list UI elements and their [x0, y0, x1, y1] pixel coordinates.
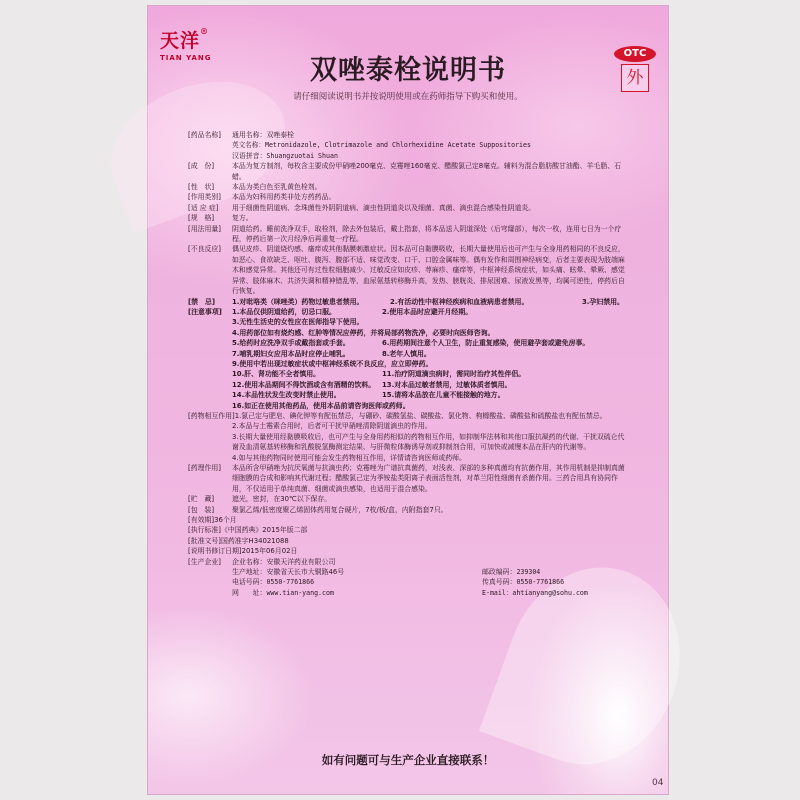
section-contraindications: [188, 297, 630, 307]
section-label: [作用类别]: [188, 193, 221, 202]
section-label: [有效期]: [188, 516, 215, 525]
precaution-item: 11.治疗阴道滴虫病时，需同时治疗其性伴侣。: [382, 370, 526, 379]
section-label: [不良反应]: [188, 245, 221, 254]
contact-footer: 如有问题可与生产企业直接联系！: [321, 753, 495, 767]
precaution-item: 1.本品仅供阴道给药，切忌口服。: [232, 307, 336, 316]
english-name: 英文名称：Metronidazole, Clotrimazole and Chlorhexidine Acetate Suppositories: [232, 141, 531, 150]
contra-item: 1.对吡咯类（咪唑类）药物过敏患者禁用。: [232, 297, 364, 306]
precaution-item: 9.使用中若出现过敏症状或中枢神经系统不良反应，应立即停药。: [232, 359, 433, 368]
precaution-item: 10.肝、肾功能不全者慎用。: [232, 370, 321, 379]
section-label: [用法用量]: [188, 224, 221, 233]
web-value: www.tian-yang.com: [266, 588, 334, 597]
precaution-item: 15.请将本品放在儿童不能接触的地方。: [382, 391, 505, 400]
section-text: 36个月: [214, 516, 237, 525]
web-label: 网 址：: [232, 588, 267, 597]
section-label: [规 格]: [188, 214, 215, 223]
section-validity: [188, 515, 630, 525]
leaflet-sheet: [148, 6, 668, 794]
section-character: [188, 182, 630, 192]
leaflet-content: [188, 130, 630, 598]
precaution-item: 16.如正在使用其他药品，使用本品前请咨询医师或药师。: [232, 401, 410, 410]
section-text: 本品为妇科用药类非处方药药品。: [232, 193, 336, 202]
precaution-item: 6.用药期间注意个人卫生，防止重复感染，使用避孕套或避免房事。: [382, 339, 590, 348]
brand-name: 天洋: [160, 30, 201, 52]
pinyin-name: Shuangzuotai Shuan: [266, 151, 338, 160]
section-label: [注意事项]: [188, 307, 222, 316]
section-label: [生产企业]: [188, 557, 221, 566]
section-usage: [188, 224, 630, 245]
document-subtitle: 请仔细阅读说明书并按说明使用或在药师指导下购买和使用。: [293, 92, 523, 102]
precaution-item: 12.使用本品期间不得饮酒或含有酒精的饮料。: [232, 380, 376, 389]
interaction-item: 4.如与其他药物同时使用可能会发生药物相互作用，详情请咨询医师或药师。: [232, 453, 466, 462]
section-text: 遮光，密封，在30℃以下保存。: [232, 495, 332, 504]
contra-item: 2.有活动性中枢神经疾病和血液病患者禁用。: [390, 297, 529, 306]
company-name: 安徽天洋药业有限公司: [266, 557, 336, 566]
section-spec: [188, 213, 630, 223]
phone-label: 电话号码：: [232, 578, 267, 587]
precaution-item: 4.用药部位如有烧灼感、红肿等情况应停药，并将局部药物洗净，必要时向医师咨询。: [232, 328, 495, 337]
section-revision: [188, 546, 630, 556]
fax-label: 传真号码：: [482, 578, 517, 587]
email-label: E-mail：: [482, 588, 513, 597]
otc-class: 外: [621, 64, 649, 92]
section-text: 国药准字H34021088: [220, 536, 289, 545]
interaction-item: 3.长期大量使用经黏膜吸收后，也可产生与全身用药相似的药物相互作用，如抑制华法林和其他口服抗凝药的代谢、干扰双硫仑代谢及血清氨基转移酶和乳酸脱氢酶测定结果、与肝微粒体酶诱导剂或抑制剂合用，可加快或减慢本品在肝内的代谢等。: [232, 432, 625, 452]
precaution-item: 14.本品性状发生改变时禁止使用。: [232, 391, 341, 400]
section-category: [188, 192, 630, 202]
pinyin-label: 汉语拼音：: [232, 151, 267, 160]
company-label: 企业名称：: [232, 557, 267, 566]
section-text: 2015年06月02日: [241, 547, 298, 556]
address-label: 生产地址：: [232, 568, 267, 577]
section-label: [说明书修订日期]: [188, 547, 242, 556]
section-storage: [188, 494, 630, 504]
address-value: 安徽省天长市大铜路46号: [266, 568, 345, 577]
page-number: 04: [652, 778, 664, 788]
section-text: 偶见皮疹、阴道烧灼感、瘙痒或其他黏膜刺激症状。因本品可自黏膜吸收，长期大量使用后也可产生与全身用药相同的不良反应，如恶心、食欲缺乏、呕吐、腹泻、腹部不适、味觉改变、口干、口腔金属味等。偶有发作和周围神经病变，后者主要表现为肢端麻木和感觉异常。其他还可有过性粒细胞减少、过敏反应如皮疹、荨麻疹、瘙痒等，中枢神经系统症状，如头痛、眩晕、晕厥、感觉异常、肢体麻木、共济失调和精神错乱等，血尿氨基转移酶升高，发热、膀胱炎、排尿困难、尿液发黑等，均属可逆性，停药后自行恢复。: [232, 245, 625, 296]
section-label: [药物相互作用]: [188, 411, 235, 420]
section-label: [贮 藏]: [188, 495, 215, 504]
section-label: [批准文号]: [188, 536, 221, 545]
section-label: [执行标准]: [188, 526, 221, 535]
section-label: [药品名称]: [188, 131, 221, 139]
section-manufacturer: [188, 557, 630, 599]
section-interactions: [188, 411, 630, 421]
section-text: 本品为复方制剂，每枚含主要成份甲硝唑200毫克、克霉唑160毫克、醋酸氯己定8毫克。辅料为混合脂肪酸甘油酯、羊毛脂、石蜡。: [232, 162, 621, 181]
postcode-label: 邮政编码：: [482, 568, 517, 577]
postcode-value: 239304: [516, 568, 541, 577]
section-text: 《中国药典》2015年版二部: [220, 526, 308, 535]
email-value: ahtianyang@sohu.com: [512, 588, 588, 597]
section-label: [成 份]: [188, 162, 215, 171]
section-pharmacology: [188, 463, 630, 494]
precaution-item: 13.对本品过敏者禁用，过敏体质者慎用。: [382, 380, 512, 389]
contra-item: 3.孕妇禁用。: [582, 297, 624, 306]
otc-label: OTC: [614, 46, 656, 62]
section-drug-name: [188, 130, 630, 161]
phone-value: 0550-7761866: [266, 578, 315, 587]
section-label: [包 装]: [188, 505, 215, 514]
precaution-item: 3.无性生活史的女性应在医师指导下使用。: [232, 318, 364, 327]
brand-name-en: TIAN YANG: [160, 54, 212, 62]
section-approval: [188, 536, 630, 546]
interaction-item: 1.氯己定与肥皂、碘化钾等有配伍禁忌，与硼砂、碳酸氢盐、碳酸盐、氯化物、枸橼酸盐、磷酸盐和硫酸盐也有配伍禁忌。: [234, 411, 607, 420]
section-text: 本品为类白色至乳黄色栓剂。: [232, 183, 322, 192]
section-text: 本品所含甲硝唑为抗厌氧菌与抗滴虫药；克霉唑为广谱抗真菌药，对浅表、深部的多种真菌均有抗菌作用，其作用机制是抑制真菌细胞膜的合成和影响其代谢过程；醋酸氯己定为季铵盐类阳离子表面活性剂，对革兰阳性细菌有杀菌作用。三药合用具有协同作用，不仅适用于单纯真菌、细菌或滴虫感染，也适用于混合感染。: [232, 464, 625, 493]
precaution-item: 8.老年人慎用。: [382, 349, 431, 358]
section-indication: [188, 203, 630, 213]
precaution-item: 5.给药时应洗净双手或戴指套或手套。: [232, 339, 350, 348]
section-standard: [188, 525, 630, 535]
section-text: 聚氯乙烯/低密度聚乙烯固体药用复合硬片，7枚/板/盒，内附指套7只。: [232, 505, 448, 514]
registered-mark: ®: [200, 26, 210, 36]
section-label: [适 应 症]: [188, 203, 219, 212]
fax-value: 0550-7761866: [516, 578, 565, 587]
section-precautions: [188, 307, 630, 317]
section-text: 阴道给药。睡前洗净双手，取栓剂，除去外包装后，戴上指套，将本品送入阴道深处（后穹窿部），每次一枚，连用七日为一个疗程，停药后第一次月经净后再重复一疗程。: [232, 224, 622, 244]
section-label: [药理作用]: [188, 464, 221, 472]
otc-badge: [614, 46, 656, 92]
section-text: 用于细菌性阴道病、念珠菌性外阴阴道病、滴虫性阴道炎以及细菌、真菌、滴虫混合感染性阴道炎。: [232, 203, 536, 212]
section-adverse-reactions: [188, 244, 630, 296]
common-name: 通用名称：双唑泰栓: [232, 131, 295, 139]
section-label: [禁 忌]: [188, 297, 215, 306]
document-title: 双唑泰栓说明书: [310, 55, 506, 86]
section-composition: [188, 161, 630, 182]
section-label: [性 状]: [188, 183, 215, 192]
interaction-item: 2.本品与土霉素合用时，后者可干扰甲硝唑清除阴道滴虫的作用。: [232, 422, 432, 431]
precaution-item: 7.哺乳期妇女应用本品时应停止哺乳。: [232, 349, 350, 358]
section-package: [188, 505, 630, 515]
section-text: 复方。: [232, 214, 253, 223]
precaution-item: 2.使用本品时应避开月经期。: [382, 307, 473, 316]
